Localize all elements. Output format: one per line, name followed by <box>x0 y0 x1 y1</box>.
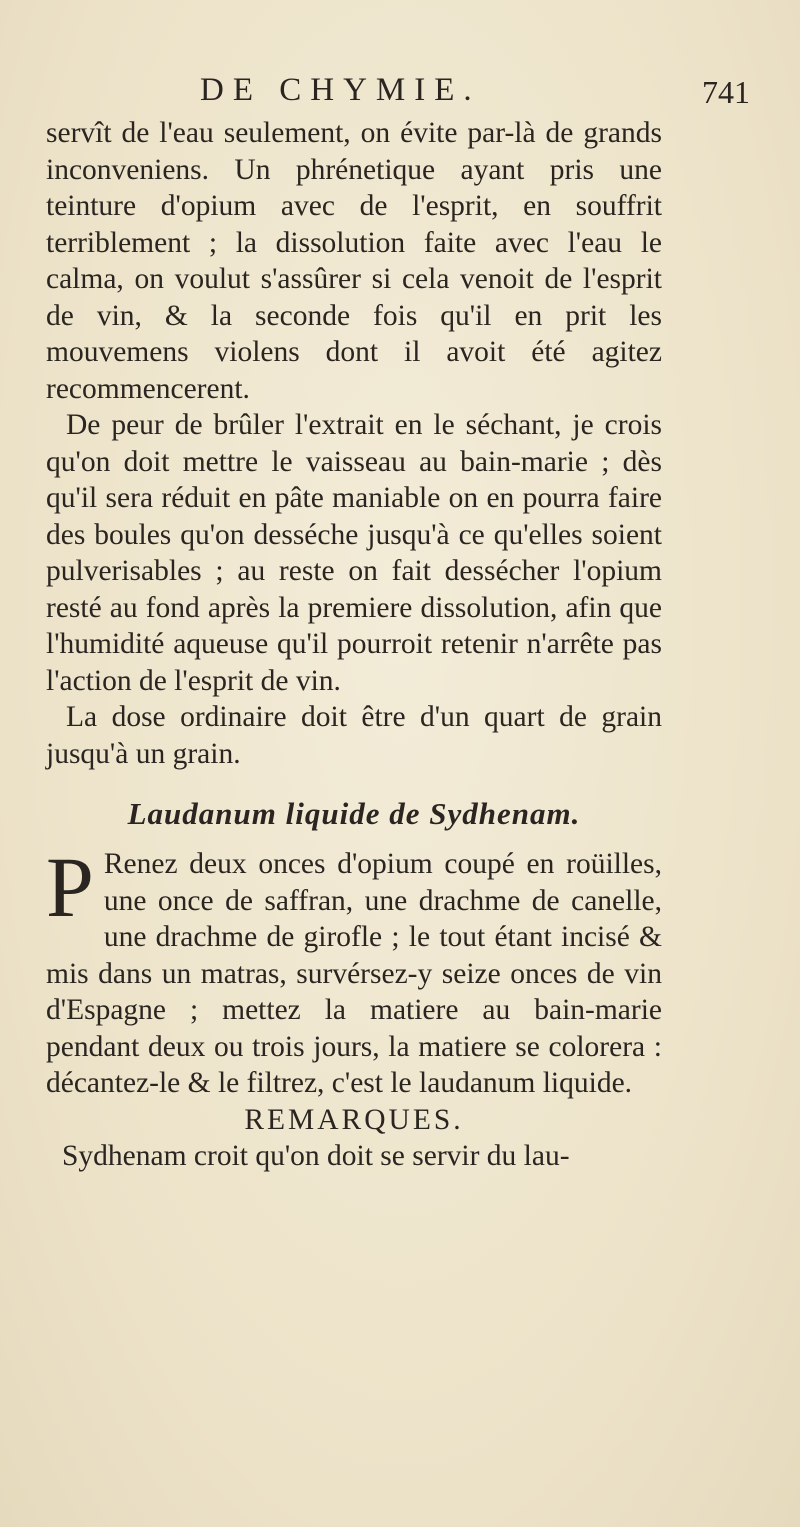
page-number: 741 <box>702 74 750 110</box>
page-body <box>46 115 662 1174</box>
recipe-paragraph <box>46 839 662 1102</box>
remarks-heading: REMARQUES. <box>244 1103 464 1136</box>
section-title: Laudanum liquide de Sydhenam. <box>127 796 581 831</box>
paragraph-2: De peur de brûler l'extrait en le séchant, je crois qu'on doit mettre le vaisseau au bain-marie ; dès qu'il sera réduit en pâte maniable on en pourra faire des boules qu'on desséche jusqu'à ce qu'elles soient pulverisables ; au reste on fait dessécher l'opium resté au fond après la premiere dissolution, afin que l'humidité aqueuse qu'il pourroit retenir n'arrête pas l'action de l'esprit de vin. <box>46 409 662 697</box>
recipe-text: Renez deux onces d'opium coupé en roüilles, une once de saffran, une drachme de canelle, une drachme de girofle ; le tout étant incisé & mis dans un matras, survérsez-y seize onces de vin d'Espagne ; mettez la matiere au bain-marie pendant deux ou trois jours, la matiere se colorera : décantez-le & le filtrez, c'est le laudanum liquide. <box>46 848 662 1099</box>
drop-cap: P <box>46 839 94 935</box>
running-head: DE CHYMIE. <box>200 72 481 108</box>
paragraph-1: servît de l'eau seulement, on évite par-là de grands inconveniens. Un phrénetique ayant pris une teinture d'opium avec de l'esprit, en souffrit terriblement ; la dissolution faite avec l'eau le calma, on voulut s'assûrer si cela venoit de l'esprit de vin, & la seconde fois qu'il en prit les mouvemens violens dont il avoit été agitez recommencerent. <box>46 117 662 405</box>
remarks-first-line: Sydhenam croit qu'on doit se servir du lau- <box>62 1139 570 1172</box>
paragraph-3: La dose ordinaire doit être d'un quart de grain jusqu'à un grain. <box>46 701 662 770</box>
